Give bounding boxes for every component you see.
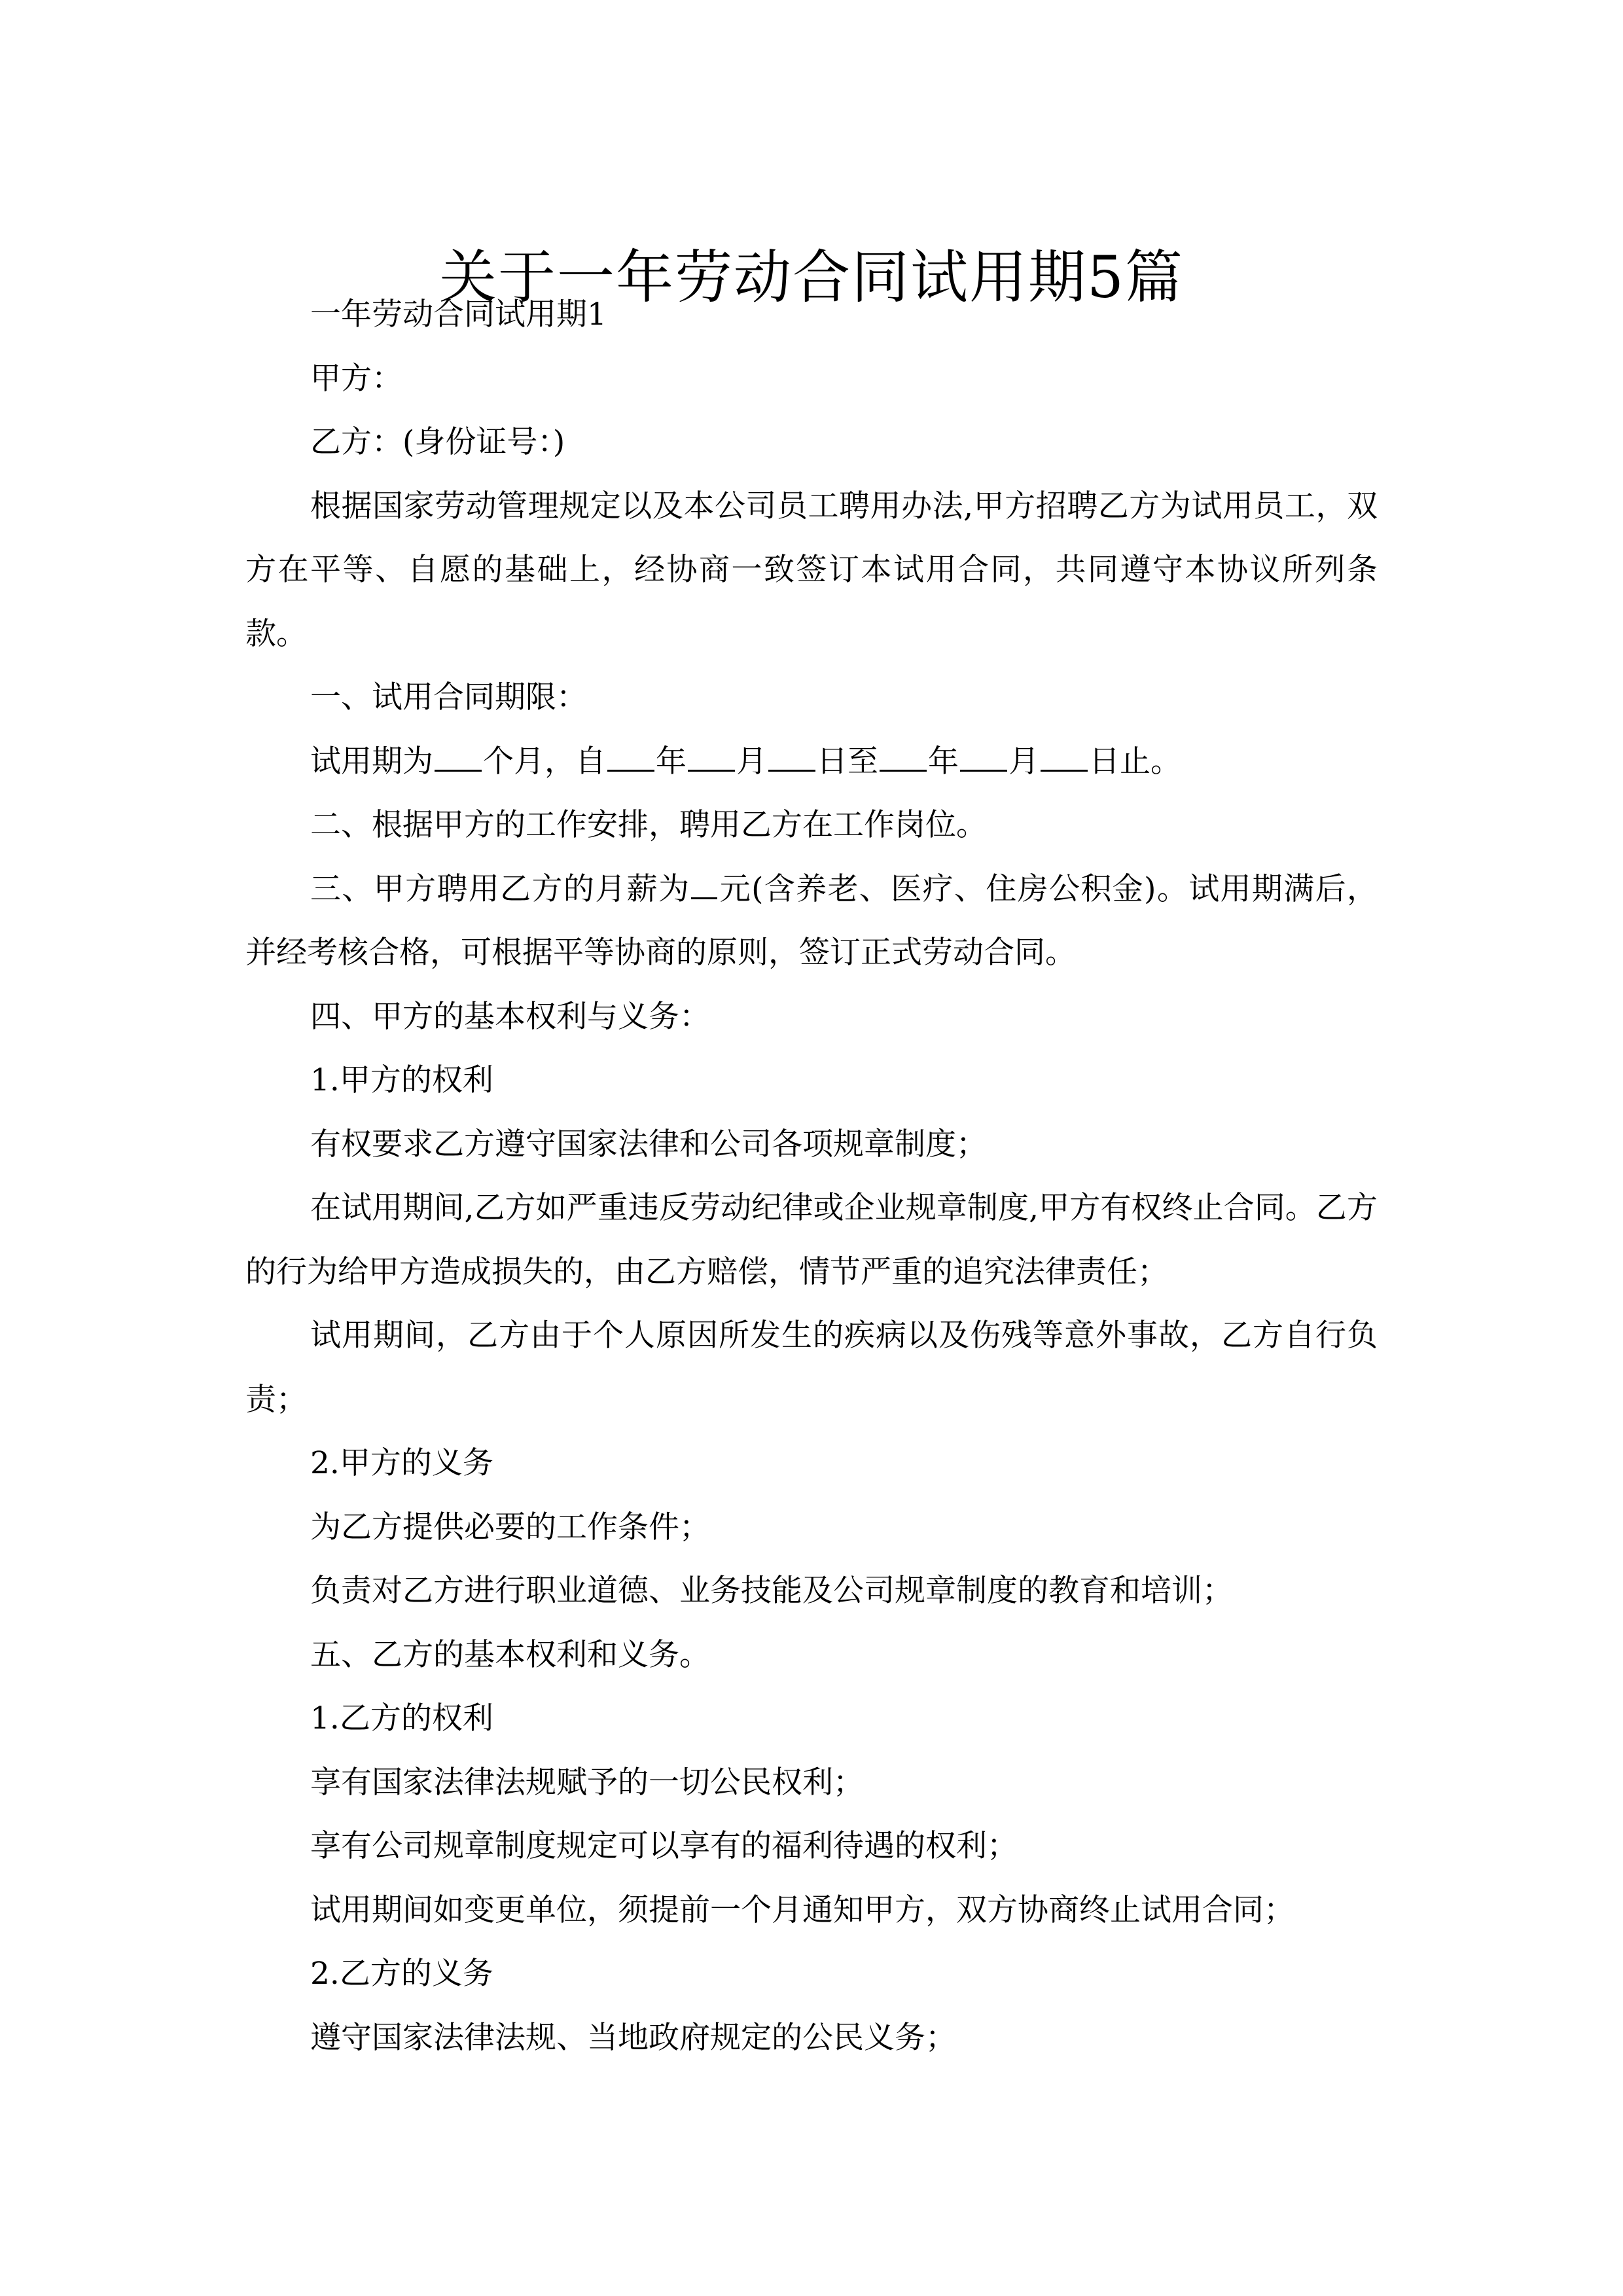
party-b-right-item: 享有国家法律法规赋予的一切公民权利； [310,1764,864,1801]
party-b-rights-heading: 1.乙方的权利 [310,1700,493,1736]
text-fragment: 年 [656,743,687,780]
blank-end-month [960,744,1007,772]
party-a-right-item: 在试用期间,乙方如严重违反劳动纪律或企业规章制度,甲方有权终止合同。乙方的行为给甲方造成损失的，由乙方赔偿，情节严重的追究法律责任； [245,1190,1378,1290]
text-fragment: 日至 [817,743,878,780]
section-heading: 一年劳动合同试用期1 [310,296,607,332]
party-a-label: 甲方： [310,360,402,397]
party-b-right-item: 试用期间如变更单位，须提前一个月通知甲方，双方协商终止试用合同； [310,1892,1294,1928]
party-b-right-item: 享有公司规章制度规定可以享有的福利待遇的权利； [310,1828,1018,1864]
clause-1-heading: 一、试用合同期限： [310,679,587,715]
blank-salary [691,871,717,899]
clause-1-text [245,730,1378,794]
party-a-duty-item: 负责对乙方进行职业道德、业务技能及公司规章制度的教育和培训； [310,1573,1233,1609]
party-b-duty-item: 遵守国家法律法规、当地政府规定的公民义务； [310,2019,956,2056]
clause-3 [245,857,1378,985]
text-fragment: 年 [928,743,959,780]
text-fragment: 三、甲方聘用乙方的月薪为 [310,870,690,907]
party-a-duty-item: 为乙方提供必要的工作条件； [310,1509,710,1545]
document-title: 关于一年劳动合同试用期5篇 [439,243,1184,311]
blank-start-day [768,744,815,772]
blank-start-year [607,744,654,772]
party-a-right-item: 试用期间，乙方由于个人原因所发生的疾病以及伤残等意外事故，乙方自行负责； [245,1318,1378,1418]
text-fragment: 个月，自 [483,743,606,780]
clause-2: 二、根据甲方的工作安排，聘用乙方在工作岗位。 [310,807,987,843]
text-fragment: 元(含养老、医疗、住房公积金)。试用期满后，并经考核合格，可根据平等协商的原则，签订正式劳动合同。 [245,870,1378,971]
party-b-label: 乙方：(身份证号：) [310,424,565,460]
text-fragment: 日止。 [1089,743,1181,780]
clause-4-heading: 四、甲方的基本权利与义务： [310,998,710,1035]
blank-end-day [1041,744,1088,772]
party-b-duties-heading: 2.乙方的义务 [310,1956,493,1992]
blank-months [435,744,482,772]
blank-end-year [880,744,927,772]
intro-paragraph: 根据国家劳动管理规定以及本公司员工聘用办法,甲方招聘乙方为试用员工，双方在平等、自愿的基础上，经协商一致签订本试用合同，共同遵守本协议所列条款。 [245,488,1378,652]
document-body [245,283,1378,2070]
party-a-rights-heading: 1.甲方的权利 [310,1062,493,1098]
clause-5-heading: 五、乙方的基本权利和义务。 [310,1636,710,1673]
party-a-right-item: 有权要求乙方遵守国家法律和公司各项规章制度； [310,1126,987,1162]
party-a-duties-heading: 2.甲方的义务 [310,1445,493,1481]
text-fragment: 月 [1008,743,1039,780]
text-fragment: 月 [736,743,767,780]
text-fragment: 试用期为 [310,743,433,780]
blank-start-month [688,744,735,772]
